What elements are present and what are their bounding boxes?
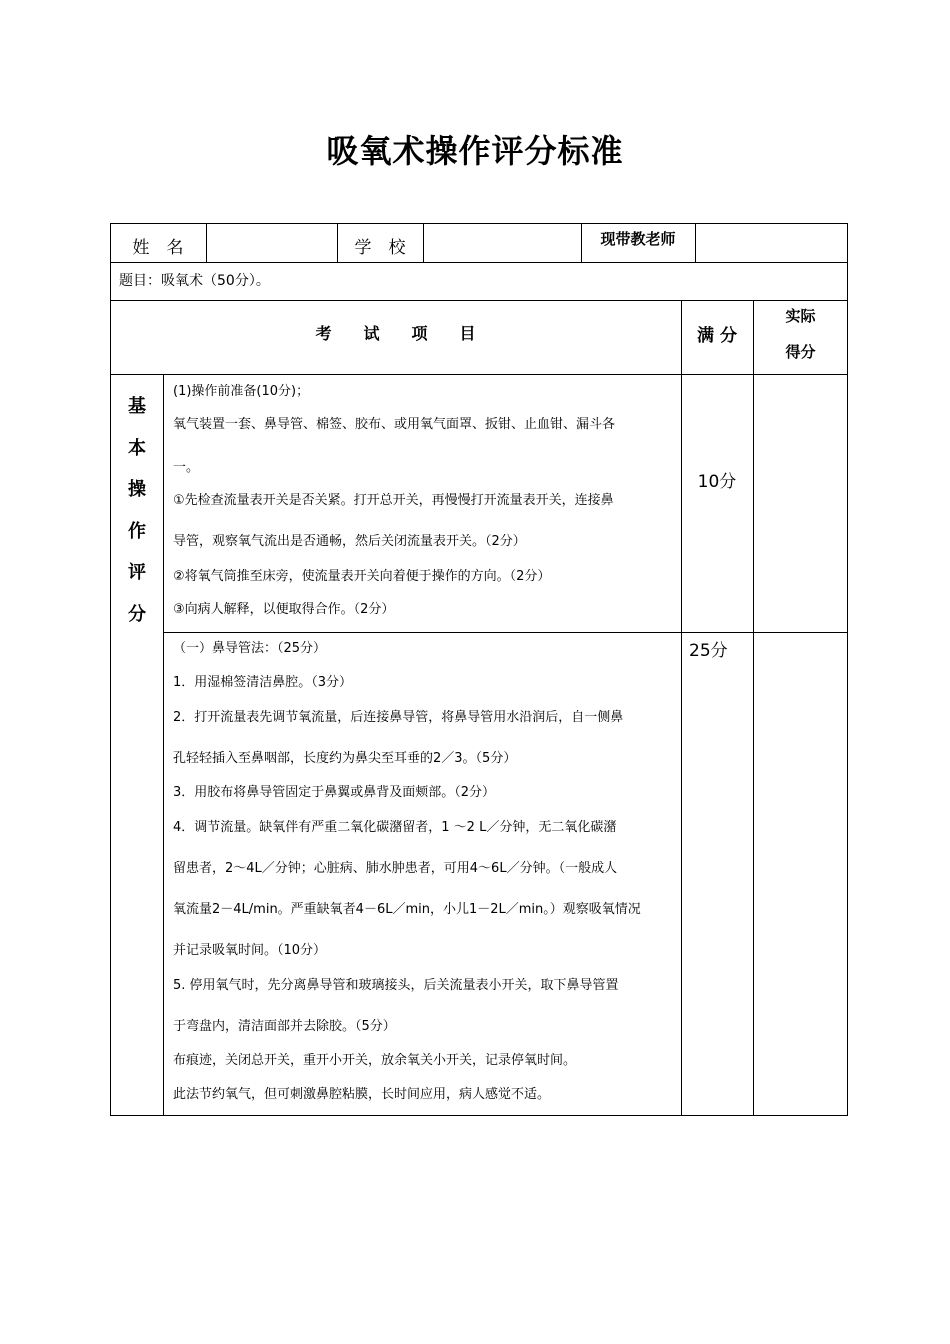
page-title: 吸氧术操作评分标准 — [326, 132, 624, 170]
section2-line: 1．用湿棉签清洁鼻腔。（3分） — [173, 675, 353, 690]
section2-line: 于弯盘内，清洁面部并去除胶。（5分） — [173, 1019, 396, 1034]
section2-line: 3．用胶布将鼻导管固定于鼻翼或鼻背及面颊部。（2分） — [173, 785, 496, 800]
section1-line: (1)操作前准备(10分)； — [173, 384, 310, 399]
section2-line: 孔轻轻插入至鼻咽部，长度约为鼻尖至耳垂的2／3。（5分） — [173, 751, 517, 766]
col-divider — [163, 374, 164, 1116]
category-char: 基 — [128, 396, 146, 417]
full-score-header: 满 分 — [697, 326, 737, 346]
section2-actual-score[interactable] — [754, 633, 847, 1115]
section1-actual-score[interactable] — [754, 375, 847, 631]
section1-line: ③向病人解释，以便取得合作。（2分） — [173, 602, 395, 617]
category-char: 分 — [128, 603, 146, 625]
col-divider — [681, 300, 682, 1116]
actual-score-header-1: 实际 — [785, 307, 816, 325]
section1-line: 氧气装置一套、鼻导管、棉签、胶布、或用氧气面罩、扳钳、止血钳、漏斗各 — [173, 417, 616, 432]
section1-line: ②将氧气筒推至床旁，使流量表开关向着便于操作的方向。（2分） — [173, 569, 551, 584]
teacher-field[interactable] — [696, 232, 847, 261]
category-char: 评 — [128, 562, 146, 583]
section1-line: 导管，观察氧气流出是否通畅，然后关闭流量表开关。（2分） — [173, 534, 526, 549]
section2-line: 留患者，2～4L／分钟；心脏病、肺水肿患者，可用4～6L／分钟。（一般成人 — [173, 861, 618, 876]
row-divider — [110, 300, 848, 301]
section2-line: 布痕迹，关闭总开关，重开小开关，放余氧关小开关，记录停氧时间。 — [173, 1053, 577, 1068]
row-divider — [163, 632, 848, 633]
topic: 题目：吸氧术（50分）。 — [119, 273, 270, 289]
section2-line: 氧流量2－4L/min。严重缺氧者4－6L／min，小儿1－2L／min。）观察吸氧情况 — [173, 902, 641, 917]
section2-line: 并记录吸氧时间。（10分） — [173, 943, 327, 958]
category-label — [111, 386, 163, 635]
name-label: 姓 名 — [132, 238, 184, 258]
name-field[interactable] — [207, 232, 337, 261]
section2-line: 5. 停用氧气时，先分离鼻导管和玻璃接头，后关流量表小开关，取下鼻导管置 — [173, 978, 619, 993]
category-char: 操 — [128, 479, 146, 500]
school-label: 学 校 — [354, 238, 406, 258]
teacher-label: 现带教老师 — [600, 230, 676, 248]
section1-line: 一。 — [173, 460, 200, 475]
school-field[interactable] — [424, 232, 581, 261]
section2-line: 4．调节流量。缺氧伴有严重二氧化碳潴留者，1 ～2 L／分钟，无二氧化碳潴 — [173, 820, 617, 835]
section2-score: 25分 — [689, 641, 728, 661]
row-divider — [110, 262, 848, 263]
category-char: 本 — [128, 437, 146, 459]
section2-line: 2．打开流量表先调节氧流量，后连接鼻导管，将鼻导管用水沿润后，自一侧鼻 — [173, 710, 624, 725]
actual-score-header-2: 得分 — [785, 343, 816, 361]
section2-line: （一）鼻导管法：（25分） — [173, 641, 327, 656]
items-header: 考 试 项 目 — [315, 324, 476, 343]
row-divider — [110, 374, 848, 375]
category-char: 作 — [128, 520, 146, 542]
topic-text — [119, 270, 270, 290]
section1-line: ①先检查流量表开关是否关紧。打开总开关，再慢慢打开流量表开关，连接鼻 — [173, 493, 614, 508]
section1-score: 10分 — [697, 472, 737, 492]
section2-line: 此法节约氧气，但可刺激鼻腔粘膜，长时间应用，病人感觉不适。 — [173, 1087, 551, 1102]
